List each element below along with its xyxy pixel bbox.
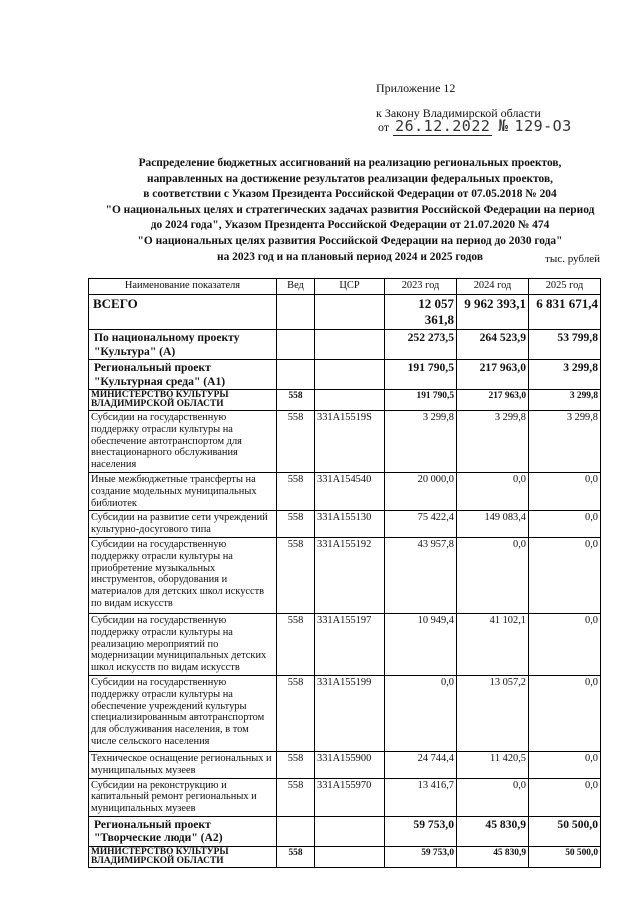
cell-y2023: 20 000,0 [385,472,457,510]
table-row [89,511,601,538]
table-row [89,778,601,816]
cell-y2025: 0,0 [529,675,601,751]
cell-name: МИНИСТЕРСТВО КУЛЬТУРЫ ВЛАДИМИРСКОЙ ОБЛАСТИ [89,846,277,867]
cell-name: Региональный проект "Творческие люди" (А2) [89,816,277,846]
header-2024: 2024 год [457,279,529,295]
cell-csr: 331А154540 [315,472,385,510]
cell-y2025: 0,0 [529,472,601,510]
title-line: до 2024 года", Указом Президента Российской Федерации от 21.07.2020 № 474 [150,219,550,232]
cell-csr: 331А155197 [315,613,385,675]
cell-csr: 331А155199 [315,675,385,751]
table-row [89,751,601,778]
cell-csr: 331А15519S [315,411,385,473]
document-title [70,156,630,265]
cell-y2025: 3 299,8 [529,360,601,390]
cell-ved [277,816,315,846]
table-row [89,411,601,473]
regproj-row [89,816,601,846]
header-2025: 2025 год [529,279,601,295]
cell-ved: 558 [277,751,315,778]
appendix-label: Приложение 12 [376,81,456,95]
header-2023: 2023 год [385,279,457,295]
title-line: направленных на достижение результатов реализации федеральных проектов, [147,172,553,185]
cell-y2024: 264 523,9 [457,330,529,360]
cell-csr [315,330,385,360]
cell-csr [315,846,385,867]
table-row [89,537,601,613]
title-line: "О национальных целях и стратегических задачах развития Российской Федерации на период [105,203,595,216]
cell-y2024: 217 963,0 [457,390,529,411]
cell-y2025: 3 299,8 [529,411,601,473]
cell-name: Техническое оснащение региональных и муниципальных музеев [89,751,277,778]
cell-y2025: 0,0 [529,778,601,816]
table-row [89,675,601,751]
cell-y2023: 75 422,4 [385,511,457,538]
cell-name: Субсидии на государственную поддержку отрасли культуры на приобретение музыкальных инструментов, оборудования и материалов для детских школ искусств по видам искусств [89,537,277,613]
table-row [89,472,601,510]
table-header-row [89,279,601,295]
cell-csr: 331А155130 [315,511,385,538]
cell-name: По национальному проекту "Культура" (А) [89,330,277,360]
cell-csr: 331А155192 [315,537,385,613]
cell-csr: 331А155970 [315,778,385,816]
cell-y2025: 0,0 [529,613,601,675]
cell-name: ВСЕГО [89,295,277,330]
cell-ved: 558 [277,390,315,411]
regproj-row [89,360,601,390]
cell-y2023: 191 790,5 [385,390,457,411]
cell-name: Субсидии на реконструкцию и капитальный ремонт региональных и муниципальных музеев [89,778,277,816]
cell-y2024: 149 083,4 [457,511,529,538]
cell-y2023: 59 753,0 [385,816,457,846]
table-body [89,295,601,868]
law-date-line [378,116,572,136]
cell-y2023: 0,0 [385,675,457,751]
cell-name: Субсидии на развитие сети учреждений культурно-досугового типа [89,511,277,538]
cell-ved [277,330,315,360]
cell-y2025: 50 500,0 [529,816,601,846]
date-prefix: от [378,120,390,134]
handwritten-date: 26.12.2022 [395,117,491,135]
cell-y2025: 3 299,8 [529,390,601,411]
natproj-row [89,330,601,360]
cell-y2024: 3 299,8 [457,411,529,473]
cell-csr [315,295,385,330]
cell-ved: 558 [277,537,315,613]
cell-name: Субсидии на государственную поддержку отрасли культуры на обеспечение автотранспортом для внестационарного обслуживания населения [89,411,277,473]
appropriations-table [88,278,601,868]
cell-name: Субсидии на государственную поддержку отрасли культуры на реализацию мероприятий по модернизации муниципальных детских школ искусств по видам искусств [89,613,277,675]
ministry-row [89,846,601,867]
cell-y2024: 45 830,9 [457,846,529,867]
title-line: "О национальных целях развития Российской Федерации на период до 2030 года" [137,234,563,247]
cell-y2025: 0,0 [529,511,601,538]
cell-ved: 558 [277,472,315,510]
header-name: Наименование показателя [89,279,277,295]
cell-name: МИНИСТЕРСТВО КУЛЬТУРЫ ВЛАДИМИРСКОЙ ОБЛАСТИ [89,390,277,411]
cell-ved [277,295,315,330]
total-row [89,295,601,330]
cell-csr [315,390,385,411]
cell-y2023: 10 949,4 [385,613,457,675]
cell-ved: 558 [277,411,315,473]
cell-y2023: 13 416,7 [385,778,457,816]
header-ved: Вед [277,279,315,295]
cell-y2024: 0,0 [457,778,529,816]
cell-ved: 558 [277,778,315,816]
table-row [89,613,601,675]
title-line: в соответствии с Указом Президента Российской Федерации от 07.05.2018 № 204 [143,188,557,201]
cell-y2025: 0,0 [529,751,601,778]
cell-y2025: 50 500,0 [529,846,601,867]
cell-y2024: 0,0 [457,537,529,613]
cell-ved: 558 [277,846,315,867]
cell-csr [315,360,385,390]
title-line: Распределение бюджетных ассигнований на реализацию региональных проектов, [138,157,562,169]
cell-y2023: 191 790,5 [385,360,457,390]
cell-csr: 331А155900 [315,751,385,778]
cell-ved: 558 [277,613,315,675]
header-csr: ЦСР [315,279,385,295]
cell-y2023: 24 744,4 [385,751,457,778]
cell-y2023: 12 057 361,8 [385,295,457,330]
cell-ved: 558 [277,511,315,538]
cell-y2024: 41 102,1 [457,613,529,675]
cell-y2024: 0,0 [457,472,529,510]
cell-name: Субсидии на государственную поддержку отрасли культуры на обеспечение учреждений культуры специализированным автотранспортом для обслуживания населения, в том числе сельского населения [89,675,277,751]
cell-y2025: 0,0 [529,537,601,613]
handwritten-law-number: 129-ОЗ [514,117,572,135]
cell-y2024: 11 420,5 [457,751,529,778]
title-line: на 2023 год и на плановый период 2024 и 2025 годов [217,250,483,263]
cell-y2024: 9 962 393,1 [457,295,529,330]
units-label: тыс. рублей [545,253,600,265]
cell-y2024: 217 963,0 [457,360,529,390]
cell-y2023: 3 299,8 [385,411,457,473]
ministry-row [89,390,601,411]
cell-y2023: 43 957,8 [385,537,457,613]
cell-ved [277,360,315,390]
law-reference: к Закону Владимирской области [376,106,541,120]
number-sign: № [498,116,509,135]
cell-y2024: 13 057,2 [457,675,529,751]
cell-y2023: 252 273,5 [385,330,457,360]
cell-ved: 558 [277,675,315,751]
cell-csr [315,816,385,846]
cell-y2024: 45 830,9 [457,816,529,846]
cell-name: Иные межбюджетные трансферты на создание модельных муниципальных библиотек [89,472,277,510]
cell-y2025: 6 831 671,4 [529,295,601,330]
cell-y2025: 53 799,8 [529,330,601,360]
cell-name: Региональный проект "Культурная среда" (А1) [89,360,277,390]
cell-y2023: 59 753,0 [385,846,457,867]
